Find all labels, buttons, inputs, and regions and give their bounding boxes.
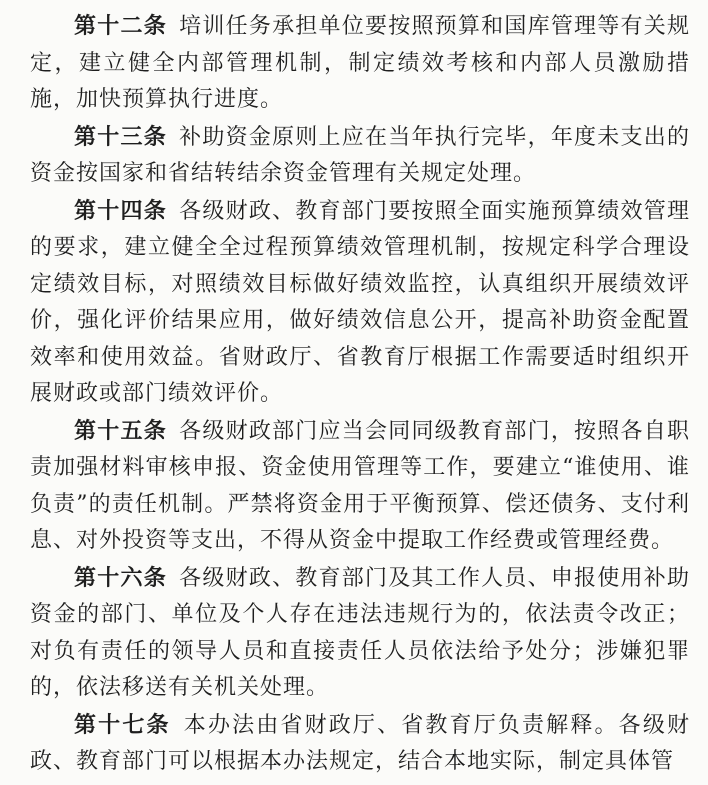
article-15 <box>30 413 690 560</box>
article-15-label: 第十五条 <box>74 417 167 444</box>
article-14-text: 各级财政、教育部门要按照全面实施预算绩效管理的要求，建立健全全过程预算绩效管理机制，按规定科学合理设定绩效目标，对照绩效目标做好绩效监控，认真组织开展绩效评价，强化评价结果应用，做好绩效信息公开，提高补助资金配置效率和使用效益。省财政厅、省教育厅根据工作需要适时组织开展财政或部门绩效评价。 <box>30 198 690 406</box>
article-17-text: 本办法由省财政厅、省教育厅负责解释。各级财政、教育部门可以根据本办法规定，结合本地实际，制定具体管 <box>30 712 690 774</box>
article-16 <box>30 560 690 707</box>
article-13-text: 补助资金原则上应在当年执行完毕，年度未支出的资金按国家和省结转结余资金管理有关规定处理。 <box>30 124 690 186</box>
article-16-label: 第十六条 <box>74 564 167 591</box>
article-12 <box>30 0 690 119</box>
article-12-text: 培训任务承担单位要按照预算和国库管理等有关规定，建立健全内部管理机制，制定绩效考核和内部人员激励措施，加快预算执行进度。 <box>30 14 690 112</box>
article-16-text: 各级财政、教育部门及其工作人员、申报使用补助资金的部门、单位及个人存在违法违规行为的，依法责令改正；对负有责任的领导人员和直接责任人员依法给予处分；涉嫌犯罪的，依法移送有关机关处理。 <box>30 565 690 700</box>
article-17 <box>30 707 690 781</box>
article-17-label: 第十七条 <box>74 711 171 738</box>
article-14-label: 第十四条 <box>74 197 167 224</box>
article-13 <box>30 119 690 193</box>
article-13-label: 第十三条 <box>74 123 167 150</box>
article-14 <box>30 193 690 413</box>
article-12-label: 第十二条 <box>74 13 167 39</box>
article-15-text: 各级财政部门应当会同同级教育部门，按照各自职责加强材料审核申报、资金使用管理等工作，要建立“谁使用、谁负责”的责任机制。严禁将资金用于平衡预算、偿还债务、支付利息、对外投资等支出，不得从资金中提取工作经费或管理经费。 <box>30 418 690 553</box>
